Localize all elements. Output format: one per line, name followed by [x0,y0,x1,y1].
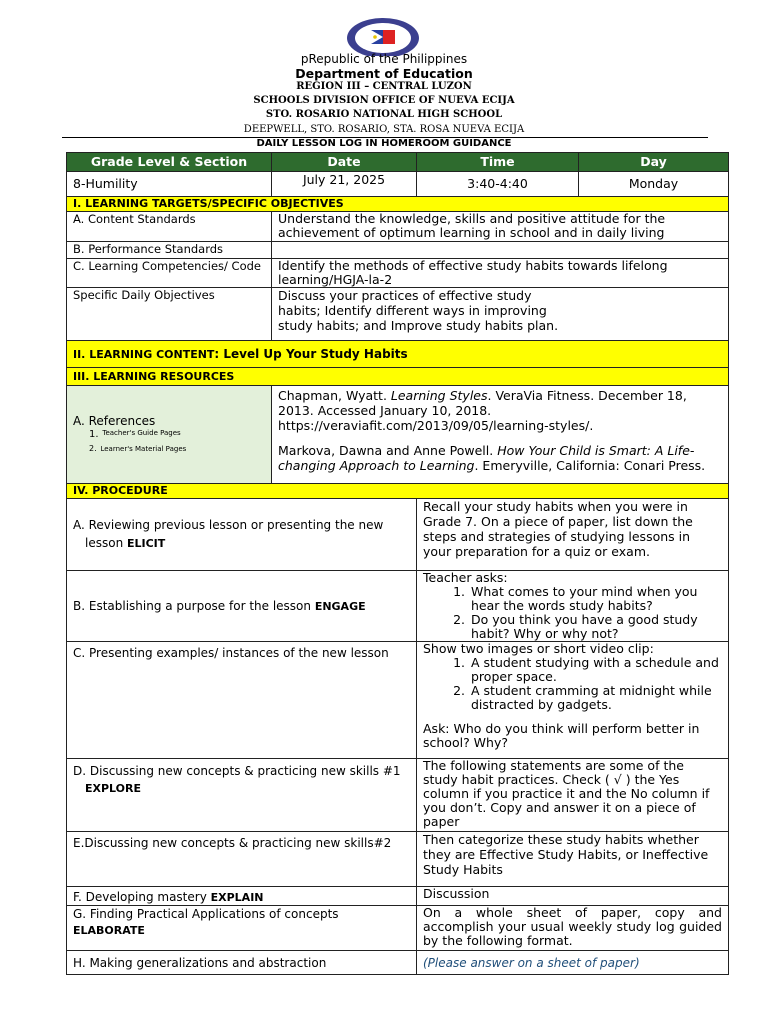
grade-header: Grade Level & Section [67,153,272,172]
list-item: 2. Do you think you have a good study habit? Why or why not? [469,613,722,641]
date-header: Date [272,153,417,172]
procedure-f-row [67,887,729,906]
performance-label: B. Performance Standards [67,242,272,259]
procedure-f-label-text: F. Developing mastery [73,890,211,904]
time-value: 3:40-4:40 [417,172,579,197]
ref1-details: . VeraVia Fitness. December 18, 2013. Accessed January 10, 2018. https://veraviafit.com/2013/09/05/learning-styles/. [278,388,687,433]
procedure-c-ask: Ask: Who do you think will perform better in school? Why? [423,721,700,750]
ref1-title: Learning Styles [390,388,488,403]
keyword-explore: EXPLORE [85,782,142,795]
day-header: Day [579,153,729,172]
procedure-d-text: The following statements are some of the study habit practices. Check ( √ ) the Yes column if you practice it and the No column if you don’t. Copy and answer it on a piece of paper [417,759,729,832]
info-values-row [67,172,729,197]
reference-2 [278,443,722,473]
procedure-c-row [67,642,729,759]
document-title: DAILY LESSON LOG IN HOMEROOM GUIDANCE [256,138,512,149]
time-header: Time [417,153,579,172]
references-row [67,386,729,484]
department-line: Department of Education [295,66,473,81]
procedure-e-label: E.Discussing new concepts & practicing new skills#2 [67,832,417,887]
procedure-d-row [67,759,729,832]
procedure-a-label-line2 [73,534,410,553]
procedure-b-intro: Teacher asks: [423,570,508,585]
republic-line: pRepublic of the Philippines [300,52,468,66]
procedure-g-label-text: G. Finding Practical Applications of concepts [73,907,339,921]
performance-row [67,242,729,259]
list-item: 2. A student cramming at midnight while distracted by gadgets. [469,684,722,712]
procedure-g-text: On a whole sheet of paper, copy and accomplish your usual weekly study log guided by the following format. [417,906,729,951]
section3-row [67,368,729,386]
references-text [272,386,729,484]
procedure-c-text [417,642,729,759]
section2-row [67,341,729,368]
procedure-a-label [67,499,417,571]
objectives-text [272,288,729,341]
objectives-line-1: Discuss your practices of effective study [278,288,532,303]
section1-row [67,197,729,212]
teachers-guide-pages: Teacher's Guide Pages [102,428,181,437]
procedure-d-label [67,759,417,832]
info-header-row [67,153,729,172]
address-line: DEEPWELL, STO. ROSARIO, STA. ROSA NUEVA ECIJA [243,124,525,135]
performance-text [272,242,729,259]
section2-prefix: II. LEARNING CONTENT [73,347,215,361]
procedure-e-text: Then categorize these study habits whether they are Effective Study Habits, or Ineffective Study Habits [417,832,729,887]
division-line: SCHOOLS DIVISION OFFICE OF NUEVA ECIJA [253,95,515,106]
competencies-label: C. Learning Competencies/ Code [67,259,272,288]
keyword-elicit: ELICIT [126,537,166,550]
objectives-line-2: habits; Identify different ways in improving [278,303,547,318]
procedure-g-row [67,906,729,951]
procedure-b-list [423,585,722,641]
list-item: 1. A student studying with a schedule and proper space. [469,656,722,684]
section3-title: III. LEARNING RESOURCES [67,368,729,386]
procedure-b-text [417,571,729,642]
section2-topic: : Level Up Your Study Habits [214,346,408,361]
procedure-b-label-text: B. Establishing a purpose for the lesson [73,598,315,613]
content-standards-label: A. Content Standards [67,212,272,242]
procedure-h-row [67,951,729,975]
reference-sub-2 [73,440,265,456]
objectives-line-3: study habits; and Improve study habits plan. [278,318,559,333]
day-value: Monday [579,172,729,197]
sub2-number: 2. [89,443,97,453]
procedure-h-note: (Please answer on a sheet of paper) [423,955,640,970]
reference-sub-1 [73,428,265,440]
procedure-h-text [417,951,729,975]
lesson-log-table [66,152,729,975]
content-standards-row [67,212,729,242]
ref2-title: How Your Child is Smart: A Life-changing Approach to Learning [278,443,695,473]
procedure-e-row [67,832,729,887]
procedure-d-label-text: D. Discussing new concepts & practicing new skills #1 [73,764,401,778]
procedure-a-row [67,499,729,571]
competencies-row [67,259,729,288]
ref2-author: Markova, Dawna and Anne Powell. [278,443,498,458]
procedure-a-lesson: lesson [85,536,127,550]
procedure-b-row [67,571,729,642]
deped-seal [345,16,421,56]
procedure-a-text: Recall your study habits when you were in Grade 7. On a piece of paper, list down the steps and strategies of studying lessons in your preparation for a quiz or exam. [417,499,729,571]
procedure-c-label: C. Presenting examples/ instances of the new lesson [67,642,417,759]
section4-title: IV. PROCEDURE [67,484,729,499]
school-line: STO. ROSARIO NATIONAL HIGH SCHOOL [265,109,503,120]
objectives-label: Specific Daily Objectives [67,288,272,341]
learners-material-pages: Learner's Material Pages [100,444,187,453]
procedure-h-label: H. Making generalizations and abstraction [67,951,417,975]
references-label: A. References [73,413,156,428]
procedure-f-text: Discussion [417,887,729,906]
sub1-number: 1. [89,428,99,440]
ref2-details: . Emeryville, California: Conari Press. [474,458,706,473]
procedure-c-intro: Show two images or short video clip: [423,641,654,656]
reference-1 [278,388,722,433]
keyword-engage: ENGAGE [314,599,366,613]
keyword-explain: EXPLAIN [210,891,264,904]
references-label-cell [67,386,272,484]
keyword-elaborate: ELABORATE [73,924,145,937]
procedure-b-label [67,571,417,642]
procedure-f-label [67,887,417,906]
section4-row [67,484,729,499]
content-standards-text: Understand the knowledge, skills and positive attitude for the achievement of optimum learning in school and in daily living [272,212,729,242]
objectives-row [67,288,729,341]
section2-title [67,341,729,368]
procedure-c-list [423,656,722,712]
date-value: July 21, 2025 [272,172,417,197]
procedure-a-label-line1: A. Reviewing previous lesson or presenting the new [73,518,384,532]
competencies-text: Identify the methods of effective study habits towards lifelong learning/HGJA-la-2 [272,259,729,288]
region-line: REGION III – CENTRAL LUZON [296,81,472,92]
section1-title: I. LEARNING TARGETS/SPECIFIC OBJECTIVES [67,197,729,212]
grade-value: 8-Humility [67,172,272,197]
ref1-author: Chapman, Wyatt. [278,388,391,403]
list-item: 1. What comes to your mind when you hear the words study habits? [469,585,722,613]
procedure-g-label [67,906,417,951]
